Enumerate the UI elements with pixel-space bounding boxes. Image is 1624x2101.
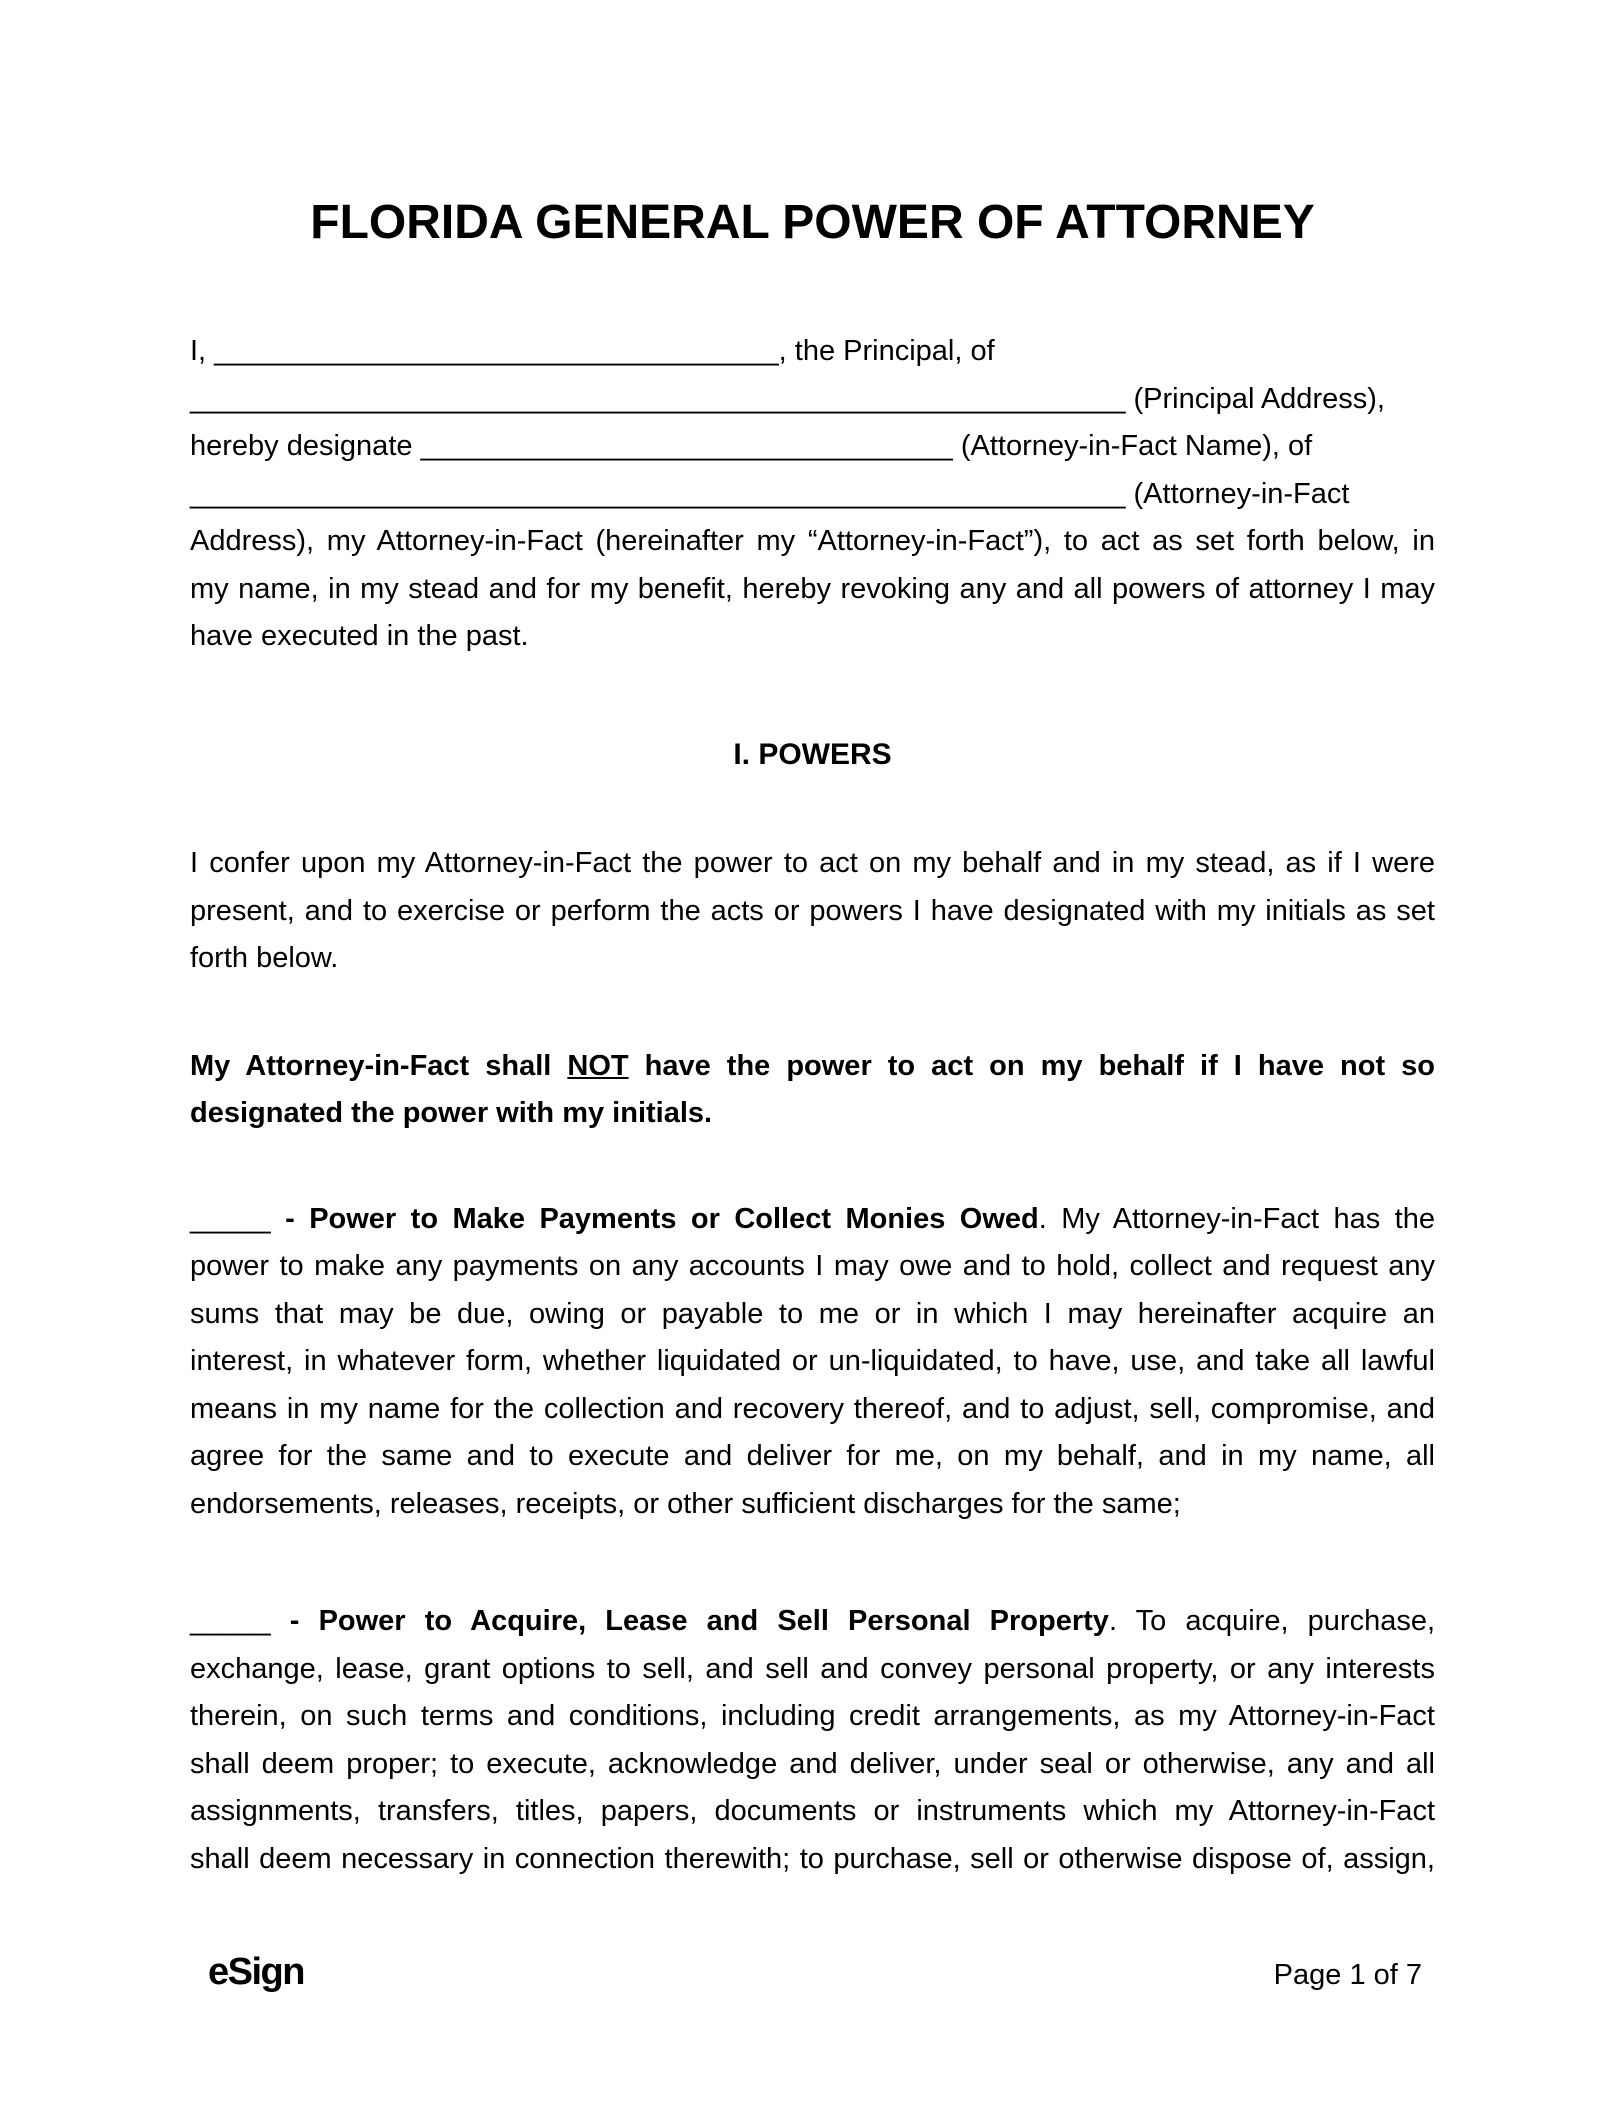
text-segment: forth below. [190, 942, 339, 974]
text-segment: I confer upon my Attorney-in-Fact the power to act on my behalf and in my stead, as if I were [190, 847, 1435, 879]
bold-text-segment: designated the power with my initials. [190, 1097, 713, 1129]
bold-text-segment: - Power to Acquire, Lease and Sell Personal Property [289, 1605, 1109, 1637]
page-footer [208, 1950, 1422, 1997]
text-segment: I, [190, 335, 215, 367]
text-segment: exchange, lease, grant options to sell, and sell and convey personal property, or any interests [190, 1652, 1435, 1685]
document-line [190, 1043, 1435, 1091]
text-segment: present, and to exercise or perform the acts or powers I have designated with my initials as set [190, 894, 1435, 927]
document-line [190, 1386, 1435, 1434]
bold-text-segment: My Attorney-in-Fact shall [190, 1049, 568, 1082]
document-line [190, 1243, 1435, 1291]
text-segment: , the Principal, of [778, 335, 995, 367]
blank-field: _____ [190, 1605, 290, 1637]
blank-field: __________________________________________________________ [190, 382, 1126, 415]
power-payments-paragraph [190, 1196, 1435, 1529]
document-line [190, 1291, 1435, 1339]
document-line [190, 1481, 1435, 1529]
document-line [190, 1741, 1435, 1789]
text-segment: have executed in the past. [190, 620, 529, 652]
no-initials-notice-paragraph [190, 1043, 1435, 1138]
power-personal-property-paragraph [190, 1598, 1435, 1883]
text-segment: shall deem necessary in connection therewith; to purchase, sell or otherwise dispose of, assign, [190, 1842, 1435, 1875]
text-segment: power to make any payments on any accounts I may owe and to hold, collect and request any [190, 1250, 1435, 1282]
document-line [190, 471, 1435, 519]
text-segment: means in my name for the collection and recovery thereof, and to adjust, sell, compromise, and [190, 1392, 1435, 1425]
text-segment: shall deem proper; to execute, acknowledge and deliver, under seal or otherwise, any and all [190, 1747, 1435, 1780]
powers-intro-paragraph [190, 840, 1435, 983]
blank-field: __________________________________________________________ [190, 477, 1126, 510]
section-heading-powers: I. POWERS [733, 737, 892, 771]
document-line [190, 376, 1435, 424]
document-line [190, 1090, 1435, 1138]
text-segment: . To acquire, purchase, [1108, 1605, 1436, 1637]
bold-text-segment: have the power to act on my behalf if I have not so [628, 1049, 1435, 1082]
document-line [190, 840, 1435, 888]
blank-field: ___________________________________ [214, 335, 779, 367]
document-line [190, 1836, 1435, 1884]
document-line [190, 1598, 1435, 1646]
text-segment: assignments, transfers, titles, papers, documents or instruments which my Attorney-in-Fact [190, 1795, 1435, 1827]
document-line [190, 423, 1435, 471]
document-line [190, 1338, 1435, 1386]
text-segment: therein, on such terms and conditions, including credit arrangements, as my Attorney-in-Fact [190, 1700, 1435, 1732]
document-line [190, 1196, 1435, 1244]
document-line [190, 1693, 1435, 1741]
text-segment: hereby designate [190, 430, 421, 462]
document-line [190, 328, 1435, 376]
text-segment: (Attorney-in-Fact [1125, 477, 1350, 510]
text-segment: my name, in my stead and for my benefit, hereby revoking any and all powers of attorney I may [190, 572, 1435, 605]
blank-field: _____ [190, 1202, 286, 1235]
blank-field: _________________________________ [420, 430, 953, 462]
document-title: FLORIDA GENERAL POWER OF ATTORNEY [310, 196, 1315, 249]
bold-text-segment: NOT [567, 1049, 629, 1082]
document-line [190, 613, 1435, 661]
esign-logo: eSign [208, 1951, 304, 1993]
text-segment: endorsements, releases, receipts, or other sufficient discharges for the same; [190, 1487, 1181, 1520]
document-line [190, 1646, 1435, 1694]
document-line [190, 1788, 1435, 1836]
document-line [190, 518, 1435, 566]
page-number: Page 1 of 7 [1273, 1959, 1422, 1991]
text-segment: sums that may be due, owing or payable to me or in which I may hereinafter acquire an [190, 1297, 1435, 1330]
document-line [190, 888, 1435, 936]
document-line [190, 566, 1435, 614]
intro-paragraph [190, 328, 1435, 661]
text-segment: interest, in whatever form, whether liquidated or un-liquidated, to have, use, and take all lawful [190, 1345, 1435, 1377]
text-segment: (Attorney-in-Fact Name), of [952, 430, 1313, 462]
text-segment: (Principal Address), [1125, 382, 1385, 415]
document-line [190, 935, 1435, 983]
document-line [190, 1433, 1435, 1481]
text-segment: agree for the same and to execute and deliver for me, on my behalf, and in my name, all [190, 1440, 1435, 1472]
text-segment: . My Attorney-in-Fact has the [1038, 1202, 1435, 1235]
text-segment: Address), my Attorney-in-Fact (hereinafter my “Attorney-in-Fact”), to act as set forth below, in [190, 525, 1435, 557]
document-page [190, 0, 1435, 1883]
bold-text-segment: - Power to Make Payments or Collect Monies Owed [285, 1202, 1039, 1235]
